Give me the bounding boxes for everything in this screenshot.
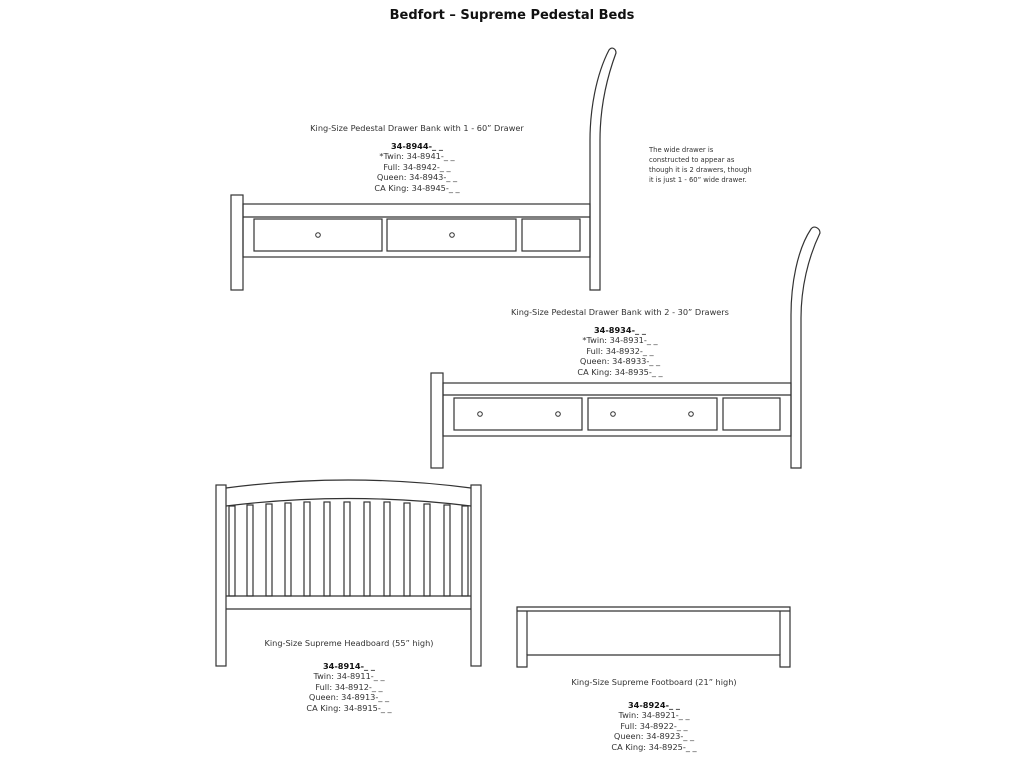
drawer-face-left (454, 398, 582, 430)
page-title: Bedfort – Supreme Pedestal Beds (389, 8, 635, 23)
footboard-drawing (517, 607, 790, 667)
size-line: CA King: 34-8915-_ _ (306, 702, 392, 713)
foot-post (431, 373, 443, 468)
headboard-right-post (471, 485, 481, 666)
size-line: CA King: 34-8945-_ _ (374, 182, 460, 193)
size-line: *Twin: 34-8941-_ _ (379, 151, 455, 162)
headboard-model: 34-8914-_ _ (322, 660, 375, 671)
drawer-bank-30-info (500, 307, 740, 378)
size-line: Queen: 34-8933-_ _ (579, 356, 661, 367)
drawer-knob (478, 412, 483, 417)
footboard-info (554, 677, 754, 753)
drawer-knob (556, 412, 561, 417)
drawer-bank-30-caption: King-Size Pedestal Drawer Bank with 2 - 30” Drawers (511, 307, 729, 317)
size-line: Queen: 34-8913-_ _ (308, 692, 390, 703)
size-line: CA King: 34-8935-_ _ (577, 366, 663, 377)
headboard-slats (229, 502, 468, 596)
headboard-post (791, 227, 820, 468)
size-line: Full: 34-8912-_ _ (315, 681, 383, 692)
size-line: Queen: 34-8943-_ _ (376, 172, 458, 183)
footboard-caption: King-Size Supreme Footboard (21” high) (571, 677, 737, 687)
drawer-knob (450, 233, 455, 238)
headboard-top-rail (226, 480, 471, 488)
size-line: Twin: 34-8911-_ _ (313, 671, 385, 682)
footboard-model: 34-8924-_ _ (627, 699, 680, 710)
headboard-post (590, 48, 616, 290)
size-line: Full: 34-8932-_ _ (586, 345, 654, 356)
drawer-face-end (522, 219, 580, 251)
headboard-caption: King-Size Supreme Headboard (55” high) (264, 638, 434, 648)
size-line: *Twin: 34-8931-_ _ (582, 335, 658, 346)
size-line: Queen: 34-8923-_ _ (613, 731, 695, 742)
headboard-info (249, 638, 449, 714)
size-line: Full: 34-8942-_ _ (383, 161, 451, 172)
drawer-bank-60-model: 34-8944-_ _ (390, 140, 443, 151)
drawer-face-end (723, 398, 780, 430)
drawer-bank-60-info (300, 123, 534, 194)
drawer-bank-frame (243, 204, 590, 257)
drawer-knob (611, 412, 616, 417)
drawer-knob (689, 412, 694, 417)
drawer-bank-30-model: 34-8934-_ _ (593, 324, 646, 335)
size-line: CA King: 34-8925-_ _ (611, 741, 697, 752)
drawer-knob (316, 233, 321, 238)
size-line: Full: 34-8922-_ _ (620, 720, 688, 731)
drawer-note: The wide drawer is constructed to appear as though it is 2 drawers, though it is just 1 - 60” wide drawer. (649, 146, 752, 184)
drawer-bank-60-caption: King-Size Pedestal Drawer Bank with 1 - 60” Drawer (310, 123, 524, 133)
size-line: Twin: 34-8921-_ _ (618, 710, 690, 721)
foot-post (231, 195, 243, 290)
drawer-face-right (588, 398, 717, 430)
footboard-outline (517, 607, 790, 667)
drawer-bank-frame (443, 383, 791, 436)
headboard-left-post (216, 485, 226, 666)
